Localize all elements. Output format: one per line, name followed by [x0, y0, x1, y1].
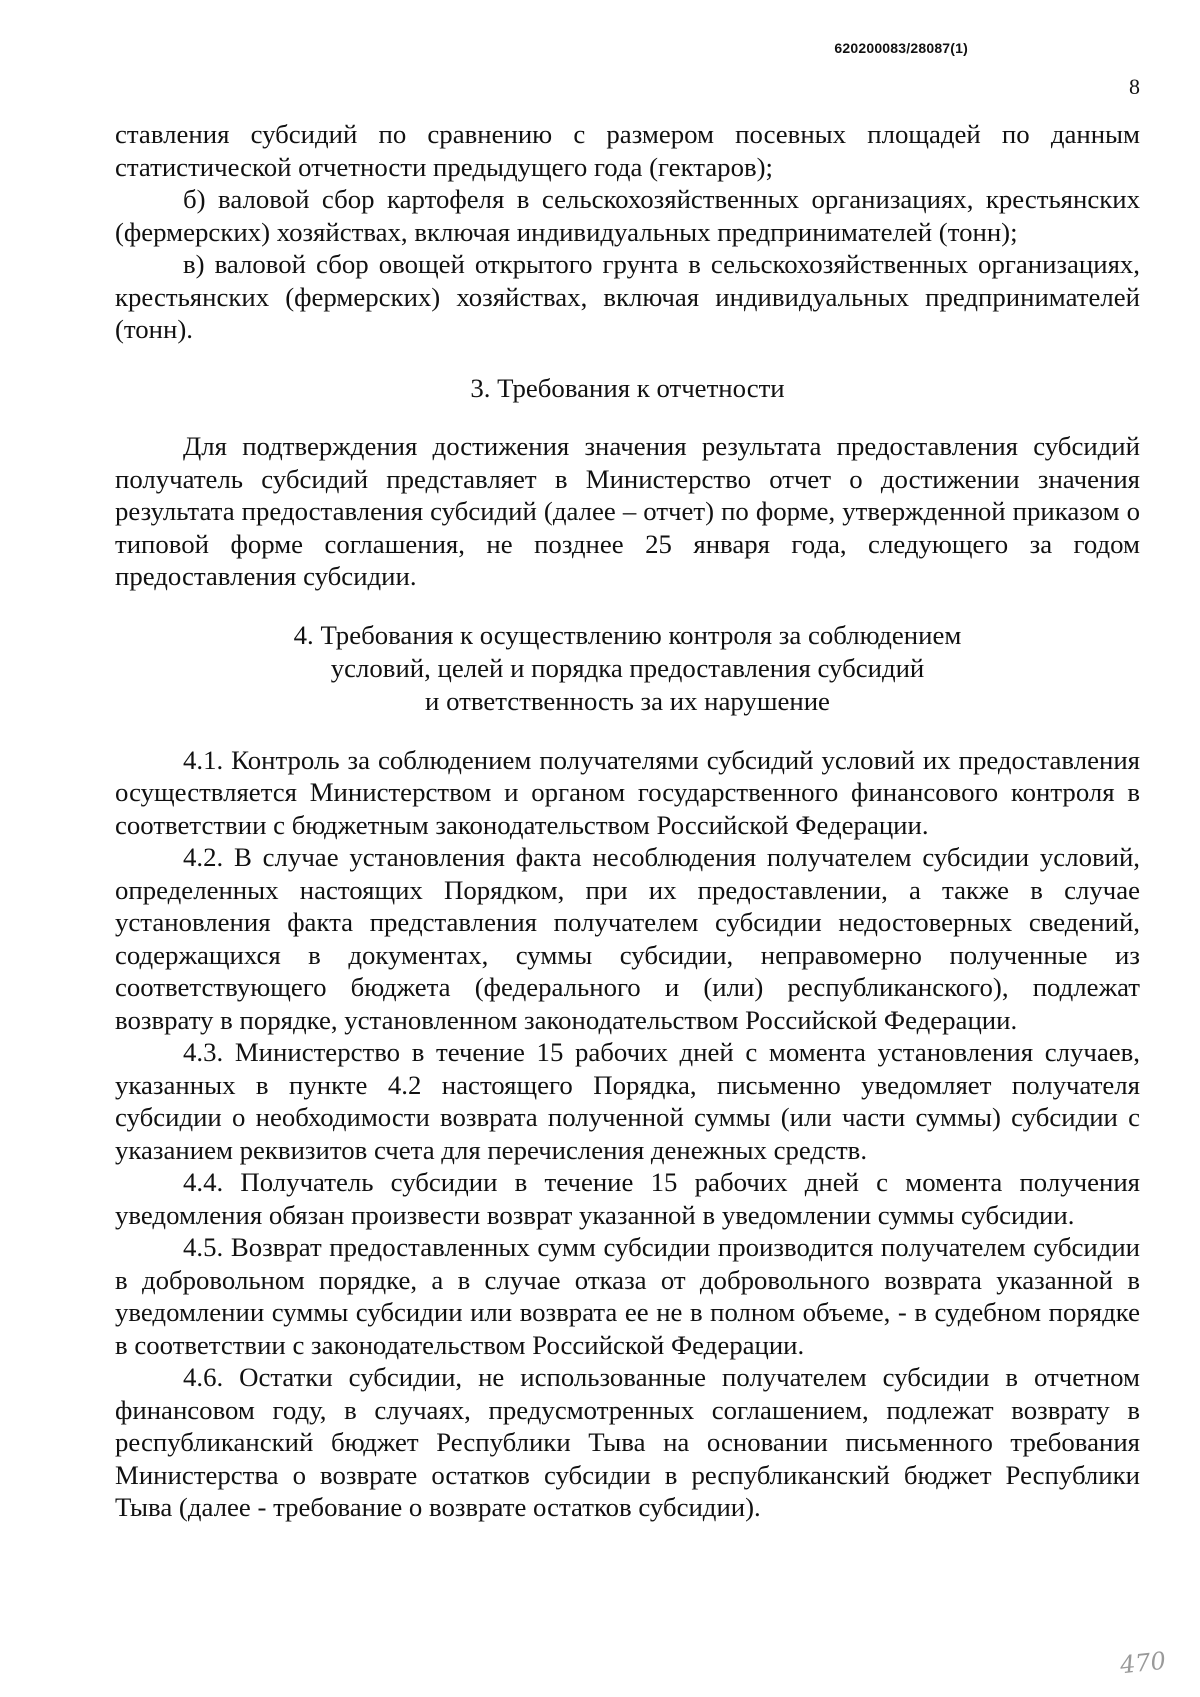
section-4-heading: [115, 619, 1140, 718]
clause-4-1: 4.1. Контроль за соблюдением получателями субсидий условий их предоставления осуществляется Министерством и органом государственного финансового контроля в соответствии с бюджетным законодательством Российской Федерации.: [115, 744, 1140, 840]
section-3-heading: 3. Требования к отчетности: [470, 372, 785, 403]
page-number: 8: [1129, 74, 1140, 99]
paragraph-item-b: б) валовой сбор картофеля в сельскохозяйственных организациях, крестьянских (фермерских) хозяйствах, включая индивидуальных предпринимателей (тонн);: [115, 184, 1140, 247]
handwritten-page-note: 470: [1118, 1646, 1168, 1680]
clause-4-3: 4.3. Министерство в течение 15 рабочих дней с момента установления случаев, указанных в пункте 4.2 настоящего Порядка, письменно уведомляет получателя субсидии о необходимости возврата полученной суммы (или части суммы) субсидии с указанием реквизитов счета для перечисления денежных средств.: [115, 1037, 1140, 1165]
section-3-paragraph: Для подтверждения достижения значения результата предоставления субсидий получатель субсидий представляет в Министерство отчет о достижении значения результата предоставления субсидий (далее – отчет) по форме, утвержденной приказом о типовой форме соглашения, не позднее 25 января года, следующего за годом предоставления субсидии.: [115, 431, 1140, 591]
clause-4-5: 4.5. Возврат предоставленных сумм субсидии производится получателем субсидии в добровольном порядке, а в случае отказа от добровольного возврата указанной в уведомлении суммы субсидии или возврата ее не в полном объеме, - в судебном порядке в соответствии с законодательством Российской Федерации.: [115, 1232, 1140, 1360]
section-4-heading-line: условий, целей и порядка предоставления субсидий: [330, 652, 925, 683]
document-body: [115, 118, 1140, 1524]
document-id: 620200083/28087(1): [834, 40, 968, 56]
paragraph-item-v: в) валовой сбор овощей открытого грунта в сельскохозяйственных организациях, крестьянских (фермерских) хозяйствах, включая индивидуальных предпринимателей (тонн).: [115, 249, 1140, 344]
clause-4-6: 4.6. Остатки субсидии, не использованные получателем субсидии в отчетном финансовом году, в случаях, предусмотренных соглашением, подлежат возврату в республиканский бюджет Республики Тыва на основании письменного требования Министерства о возврате остатков субсидии в республиканский бюджет Республики Тыва (далее - требование о возврате остатков субсидии).: [115, 1362, 1140, 1522]
clause-4-4: 4.4. Получатель субсидии в течение 15 рабочих дней с момента получения уведомления обязан произвести возврат указанной в уведомлении суммы субсидии.: [115, 1167, 1140, 1230]
clause-4-2: 4.2. В случае установления факта несоблюдения получателем субсидии условий, определенных настоящих Порядком, при их предоставлении, а также в случае установления факта представления получателем субсидии недостоверных сведений, содержащихся в документах, суммы субсидии, неправомерно полученные из соответствующего бюджета (федерального и (или) республиканского), подлежат возврату в порядке, установленном законодательством Российской Федерации.: [115, 842, 1140, 1035]
section-4-heading-line: 4. Требования к осуществлению контроля за соблюдением: [293, 619, 962, 650]
paragraph-continuation: ставления субсидий по сравнению с размером посевных площадей по данным статистической отчетности предыдущего года (гектаров);: [115, 119, 1140, 182]
section-4-heading-line: и ответственность за их нарушение: [425, 685, 830, 716]
